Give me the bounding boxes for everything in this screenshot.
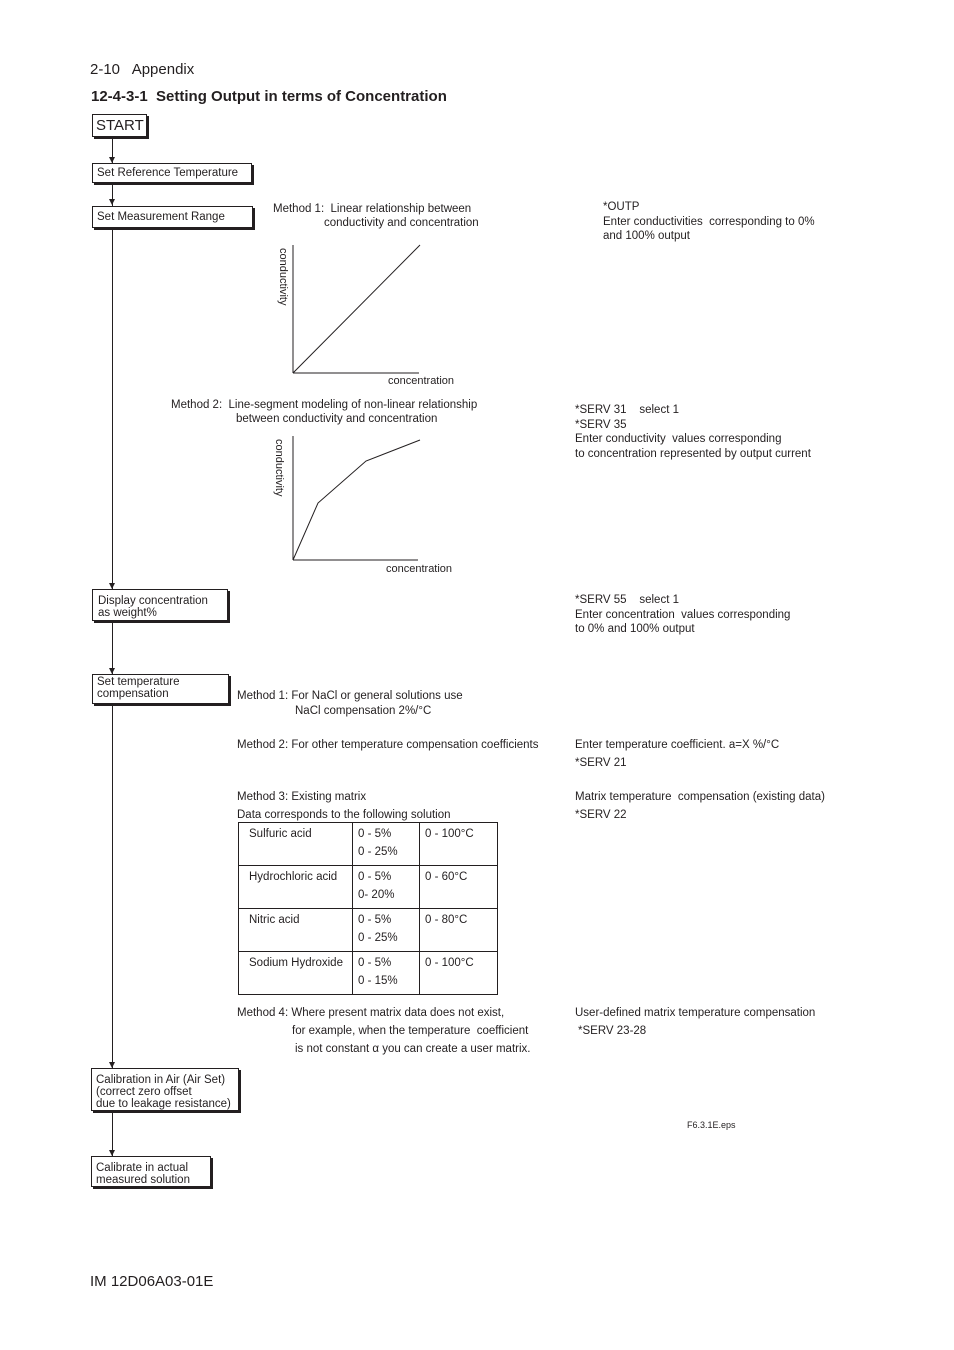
- table-row: [239, 823, 498, 866]
- range-value: 0- 20%: [358, 889, 395, 901]
- solution-name: Sulfuric acid: [239, 823, 353, 866]
- display-concentration-line2: as weight%: [98, 607, 157, 619]
- range-method2-note1: *SERV 31 select 1: [575, 404, 679, 416]
- temp-method1-line2: NaCl compensation 2%/°C: [295, 705, 432, 717]
- line-segment-graph: [265, 432, 465, 577]
- temp-method4-note2: *SERV 23-28: [578, 1025, 647, 1037]
- range-value: 0 - 25%: [358, 932, 398, 944]
- linear-relationship-graph: [270, 240, 470, 390]
- display-note1: *SERV 55 select 1: [575, 594, 679, 606]
- range-method1-line2: conductivity and concentration: [324, 217, 479, 229]
- solution-name: Sodium Hydroxide: [239, 952, 353, 995]
- graph2-xlabel: concentration: [386, 563, 453, 575]
- table-row: [239, 866, 498, 909]
- range-value: 0 - 5%: [358, 914, 392, 926]
- solution-name: Nitric acid: [239, 909, 353, 952]
- start-box: START: [92, 114, 147, 137]
- range-method2-line1: Method 2: Line-segment modeling of non-linear relationship: [171, 399, 478, 411]
- concentration-range-cell: [353, 909, 420, 952]
- calibration-in-air-box: [91, 1068, 239, 1111]
- concentration-range-cell: [353, 952, 420, 995]
- range-value: 0 - 15%: [358, 975, 398, 987]
- range-method1-note1: *OUTP: [603, 201, 640, 213]
- graph1-xlabel: concentration: [388, 375, 455, 387]
- page-label: 2-10 Appendix: [90, 61, 195, 78]
- arrow-icon: [109, 199, 115, 205]
- range-value: 0 - 5%: [358, 828, 392, 840]
- figure-id: F6.3.1E.eps: [687, 1120, 736, 1130]
- temp-method4-line3: is not constant α you can create a user matrix.: [295, 1043, 531, 1055]
- range-value: 0 - 5%: [358, 957, 392, 969]
- set-reference-temperature-box: Set Reference Temperature: [92, 163, 252, 183]
- temp-method4-note1: User-defined matrix temperature compensation: [575, 1007, 816, 1019]
- set-temp-comp-line1: Set temperature: [97, 676, 180, 688]
- graph2-segment-curve: [293, 440, 420, 560]
- temp-method2: Method 2: For other temperature compensation coefficients: [237, 739, 539, 751]
- table-row: [239, 909, 498, 952]
- range-method1-line1: Method 1: Linear relationship between: [273, 203, 472, 215]
- graph2-ylabel: conductivity: [273, 439, 285, 497]
- temp-method3-line1: Method 3: Existing matrix: [237, 791, 367, 803]
- range-method2-note2: *SERV 35: [575, 419, 627, 431]
- table-row: [239, 952, 498, 995]
- footer-doc-number: IM 12D06A03-01E: [90, 1273, 214, 1290]
- temperature-range: 0 - 100°C: [420, 952, 498, 995]
- temperature-range: 0 - 80°C: [420, 909, 498, 952]
- calibration-air-line1: Calibration in Air (Air Set): [96, 1074, 226, 1086]
- temperature-range: 0 - 100°C: [420, 823, 498, 866]
- range-method2-line2: between conductivity and concentration: [236, 413, 438, 425]
- concentration-range-cell: [353, 866, 420, 909]
- range-method1-note3: and 100% output: [603, 230, 690, 242]
- set-temperature-compensation-box: [92, 674, 229, 704]
- display-concentration-box: [92, 589, 228, 621]
- calibration-air-line2: (correct zero offset: [96, 1086, 192, 1098]
- set-measurement-range-box: Set Measurement Range: [92, 206, 253, 228]
- display-concentration-line1: Display concentration: [98, 595, 208, 607]
- existing-matrix-table: [238, 822, 498, 995]
- calibrate-actual-solution-box: [91, 1156, 211, 1187]
- temp-method3-note1: Matrix temperature compensation (existing data): [575, 791, 825, 803]
- calibrate-actual-line1: Calibrate in actual: [96, 1162, 189, 1174]
- temp-method3-note2: *SERV 22: [575, 809, 627, 821]
- flow-line: [112, 137, 113, 1187]
- calibrate-actual-line2: measured solution: [96, 1174, 190, 1186]
- range-method1-note2: Enter conductivities corresponding to 0%: [603, 216, 815, 228]
- temp-method4-line1: Method 4: Where present matrix data does not exist,: [237, 1007, 505, 1019]
- graph1-linear-curve: [293, 245, 420, 373]
- range-method2-note4: to concentration represented by output current: [575, 448, 811, 460]
- set-temp-comp-line2: compensation: [97, 688, 169, 700]
- display-note2: Enter concentration values corresponding: [575, 609, 791, 621]
- temp-method4-line2: for example, when the temperature coefficient: [292, 1025, 529, 1037]
- range-value: 0 - 5%: [358, 871, 392, 883]
- concentration-range-cell: [353, 823, 420, 866]
- temp-method3-line2: Data corresponds to the following solution: [237, 809, 451, 821]
- solution-name: Hydrochloric acid: [239, 866, 353, 909]
- graph1-ylabel: conductivity: [277, 248, 289, 306]
- calibration-air-line3: due to leakage resistance): [96, 1098, 231, 1110]
- temp-method1-line1: Method 1: For NaCl or general solutions use: [237, 690, 463, 702]
- temperature-range: 0 - 60°C: [420, 866, 498, 909]
- range-method2-note3: Enter conductivity values corresponding: [575, 433, 782, 445]
- section-title: 12-4-3-1 Setting Output in terms of Concentration: [91, 88, 447, 105]
- temp-method2-note1: Enter temperature coefficient. a=X %/°C: [575, 739, 780, 751]
- range-value: 0 - 25%: [358, 846, 398, 858]
- display-note3: to 0% and 100% output: [575, 623, 695, 635]
- temp-method2-note2: *SERV 21: [575, 757, 627, 769]
